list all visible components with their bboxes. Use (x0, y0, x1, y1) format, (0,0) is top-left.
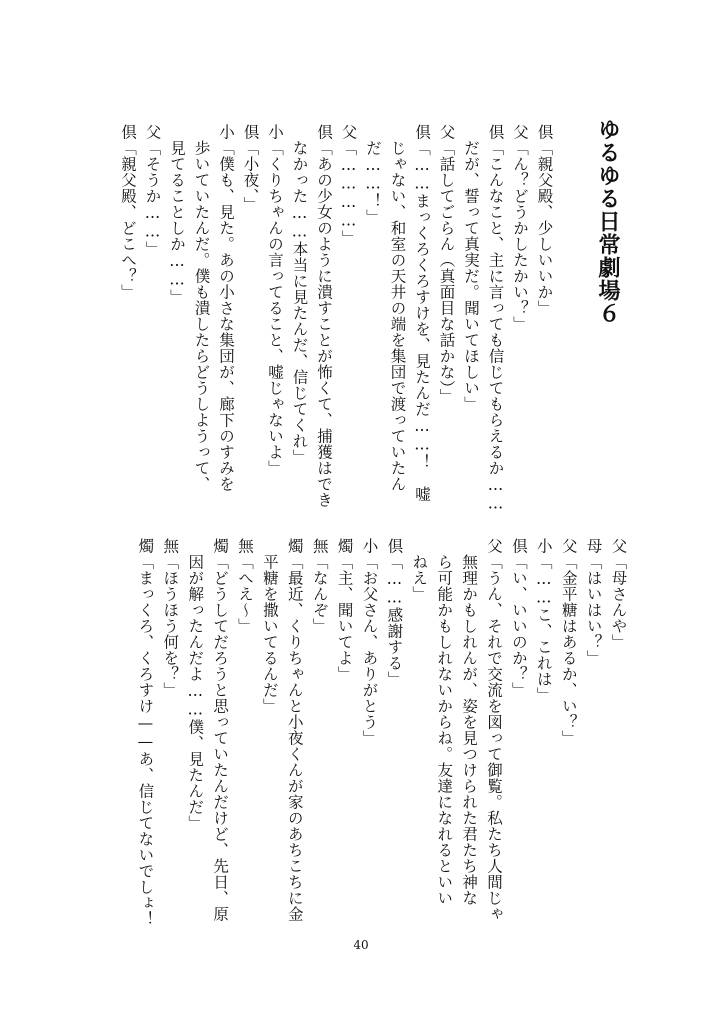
speaker-label: 倶 (385, 538, 404, 554)
dialogue-line (389, 124, 405, 492)
line-text: ねえ」 (410, 554, 429, 602)
line-text: 因が解ったんだよ……僕、見たんだ」 (186, 554, 205, 831)
dialogue-line (486, 538, 502, 922)
speaker-label: 小 (266, 124, 284, 140)
speaker-label (364, 124, 382, 140)
page-title: ゆるゆる日常劇場６ (595, 118, 620, 325)
dialogue-line (365, 124, 381, 225)
dialogue-line (291, 124, 307, 465)
dialogue-line (261, 538, 277, 714)
line-text: 「…………」 (339, 140, 358, 246)
dialogue-line (311, 538, 327, 634)
speaker-label: 無 (310, 538, 329, 554)
speaker-label: 燭 (136, 538, 155, 554)
dialogue-line (361, 538, 377, 746)
speaker-label: 無 (236, 538, 254, 554)
dialogue-line (535, 538, 551, 703)
dialogue-line (461, 538, 477, 906)
speaker-label: 燭 (211, 538, 230, 554)
speaker-label (291, 124, 309, 140)
speaker-label: 倶 (315, 124, 333, 140)
dialogue-line (340, 124, 356, 246)
page-number: 40 (353, 938, 369, 952)
line-text: じゃない、和室の天井の端を集団で渡っていたん (388, 140, 407, 492)
dialogue-line (536, 124, 552, 316)
dialogue-line (386, 538, 402, 687)
dialogue-line (237, 538, 253, 634)
dialogue-line (510, 538, 526, 698)
dialogue-line (414, 124, 430, 502)
speaker-label: 母 (584, 538, 603, 554)
speaker-label: 倶 (413, 124, 431, 140)
speaker-label: 倶 (119, 124, 137, 140)
speaker-label: 父 (511, 124, 529, 140)
line-text: 「ほうほう何を？」 (161, 554, 180, 698)
dialogue-line (463, 124, 479, 412)
speaker-label: 父 (609, 538, 628, 554)
line-text: 「あの少女のように潰すことが怖くて、捕獲はでき (315, 140, 333, 508)
speaker-label (168, 124, 186, 140)
speaker-label: 父 (485, 538, 503, 554)
line-text: 「お父さん、ありがとう」 (360, 554, 379, 746)
line-text: 「うん、それで交流を図って御覧。私たち人間じゃ (485, 554, 503, 922)
dialogue-line (187, 538, 203, 831)
line-text: 「母さんや」 (609, 554, 628, 650)
speaker-label (261, 538, 279, 554)
dialogue-line (438, 124, 454, 404)
dialogue-line (436, 538, 452, 906)
speaker-label (410, 538, 428, 554)
line-text: 平糖を撒いてるんだ」 (260, 554, 279, 714)
speaker-label: 燭 (335, 538, 354, 554)
dialogue-line (137, 538, 153, 927)
speaker-label: 倶 (509, 538, 528, 554)
dialogue-line (120, 124, 136, 300)
speaker-label: 小 (217, 124, 235, 140)
line-text: 「……まっくろくろすけを、見たんだ……！ 嘘 (413, 140, 431, 502)
speaker-label: 無 (161, 538, 180, 554)
speaker-label: 倶 (535, 124, 554, 140)
dialogue-line (218, 124, 234, 492)
speaker-label (462, 124, 480, 140)
dialogue-line (336, 538, 352, 682)
line-text: なかった……本当に見たんだ、信じてくれ」 (290, 140, 309, 465)
line-text: 「こんなこと、主に言っても信じてもらえるか…… (486, 140, 505, 513)
line-text: 「くりちゃんの言ってること、嘘じゃないよ」 (266, 140, 284, 476)
line-text: 「僕も、見た。あの小さな集団が、廊下のすみを (217, 140, 235, 492)
dialogue-line (193, 124, 209, 492)
line-text: 「はいはい？」 (584, 554, 603, 666)
dialogue-line (585, 538, 601, 666)
line-text: 「ん？どうかしたかい？」 (511, 140, 529, 332)
line-text: 「主、聞いてよ」 (335, 554, 354, 682)
line-text: だが、誓って真実だ。聞いてほしい」 (462, 140, 480, 412)
line-text: 「どうしてだろうと思っていたんだけど、先日、原 (211, 554, 230, 922)
line-text: 「……こ、これは」 (534, 554, 553, 703)
speaker-label (389, 124, 407, 140)
speaker-label: 父 (559, 538, 578, 554)
line-text: 「まっくろ、くろすけ——あ、信じてないでしょ！ (136, 554, 155, 927)
dialogue-line (316, 124, 332, 508)
line-text: 「なんぞ」 (310, 554, 329, 634)
speaker-label (435, 538, 453, 554)
line-text: 「話してごらん（真面目な話かな）」 (437, 140, 456, 405)
dialogue-line (169, 124, 185, 305)
speaker-label: 倶 (241, 124, 260, 140)
speaker-label: 倶 (486, 124, 505, 140)
line-text: 「……感謝する」 (385, 554, 404, 687)
line-text: 「親父殿、どこへ？」 (119, 140, 137, 300)
dialogue-line (267, 124, 283, 476)
speaker-label: 小 (534, 538, 553, 554)
speaker-label (460, 538, 478, 554)
line-text: ら可能かもしれないからね。友達になれるといい (435, 554, 454, 906)
speaker-label: 小 (360, 538, 379, 554)
line-text: 「い、いいのか？」 (509, 554, 528, 698)
dialogue-line (144, 124, 160, 257)
line-text: 歩いていたんだ。僕も潰したらどうしようって、 (192, 140, 211, 492)
line-text: 「親父殿、少しいいか」 (535, 140, 554, 316)
dialogue-line (242, 124, 258, 212)
dialogue-line (610, 538, 626, 650)
speaker-label: 父 (339, 124, 358, 140)
dialogue-line (212, 538, 228, 922)
dialogue-line (411, 538, 427, 602)
line-text: 「そうか……」 (143, 140, 162, 257)
line-text: だ……！」 (364, 140, 382, 225)
line-text: 見てることしか……」 (168, 140, 186, 305)
line-text: 無理かもしれんが、姿を見つけられた君たち神な (460, 554, 479, 906)
line-text: 「金平糖はあるか、い？」 (559, 554, 578, 746)
dialogue-line (286, 538, 302, 922)
speaker-label: 燭 (285, 538, 304, 554)
line-text: 「最近、くりちゃんと小夜くんが家のあちこちに金 (285, 554, 304, 922)
dialogue-line (162, 538, 178, 698)
speaker-label (186, 538, 204, 554)
dialogue-line (487, 124, 503, 513)
dialogue-line (560, 538, 576, 746)
speaker-label (193, 124, 211, 140)
line-text: 「へえ〜」 (236, 554, 254, 634)
line-text: 「小夜、」 (241, 140, 260, 213)
dialogue-line (512, 124, 528, 332)
speaker-label: 父 (437, 124, 456, 140)
speaker-label: 父 (143, 124, 162, 140)
